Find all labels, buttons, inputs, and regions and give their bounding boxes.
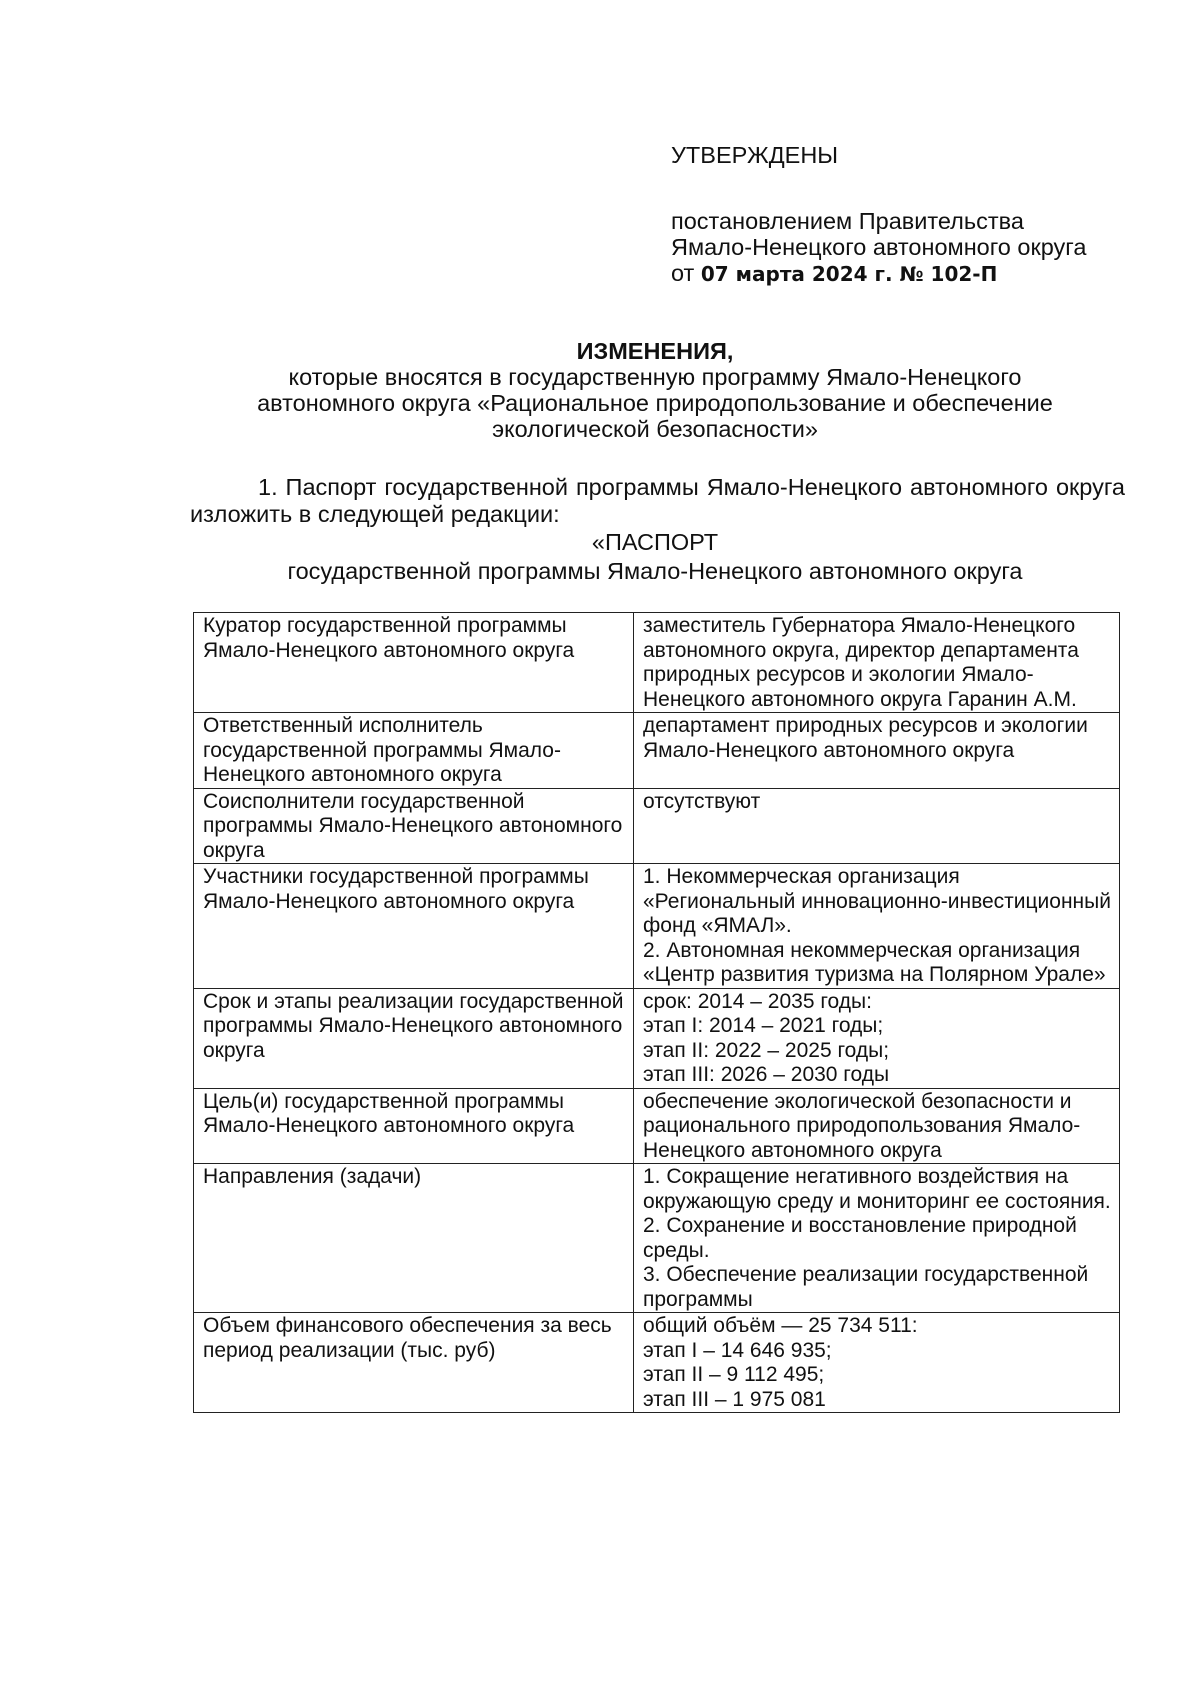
passport-subtitle: государственной программы Ямало-Ненецкого автономного округа <box>287 558 1023 584</box>
approval-date-number: 07 марта 2024 г. № 102-П <box>700 262 998 286</box>
passport-table <box>193 612 1120 1413</box>
document-subtitle-line-2: автономного округа «Рациональное природопользование и обеспечение <box>257 390 1053 416</box>
approval-date-line <box>671 260 1086 287</box>
row-value: общий объём — 25 734 511: этап I – 14 646 935; этап II – 9 112 495; этап III – 1 975 081 <box>634 1313 1120 1413</box>
document-subtitle-line-3: экологической безопасности» <box>492 416 818 442</box>
approval-date-prefix: от <box>671 260 695 286</box>
row-value: 1. Сокращение негативного воздействия на окружающую среду и мониторинг ее состояния. 2. Сохранение и восстановление природной среды. 3. Обеспечение реализации государственной программы <box>634 1164 1120 1313</box>
table-row <box>194 1164 1120 1313</box>
table-row <box>194 1088 1120 1164</box>
row-key: Ответственный исполнитель государственной программы Ямало-Ненецкого автономного округа <box>194 713 634 789</box>
table-row <box>194 788 1120 864</box>
row-key: Участники государственной программы Ямало-Ненецкого автономного округа <box>194 864 634 989</box>
passport-heading <box>190 528 1120 586</box>
body-paragraph: 1. Паспорт государственной программы Ямало-Ненецкого автономного округа изложить в следующей редакции: <box>190 474 1125 527</box>
row-value: 1. Некоммерческая организация «Региональный инновационно-инвестиционный фонд «ЯМАЛ». 2. Автономная некоммерческая организация «Центр развития туризма на Полярном Урале» <box>634 864 1120 989</box>
passport-title: «ПАСПОРТ <box>591 529 719 555</box>
row-value: обеспечение экологической безопасности и рационального природопользования Ямало-Ненецкого автономного округа <box>634 1088 1120 1164</box>
row-key: Куратор государственной программы Ямало-Ненецкого автономного округа <box>194 613 634 713</box>
approved-label: УТВЕРЖДЕНЫ <box>671 142 839 168</box>
document-heading <box>190 338 1120 442</box>
table-row <box>194 864 1120 989</box>
row-key: Соисполнители государственной программы Ямало-Ненецкого автономного округа <box>194 788 634 864</box>
row-key: Срок и этапы реализации государственной программы Ямало-Ненецкого автономного округа <box>194 988 634 1088</box>
row-value: срок: 2014 – 2035 годы: этап I: 2014 – 2021 годы; этап II: 2022 – 2025 годы; этап III: 2026 – 2030 годы <box>634 988 1120 1088</box>
row-key: Направления (задачи) <box>194 1164 634 1313</box>
row-key: Объем финансового обеспечения за весь период реализации (тыс. руб) <box>194 1313 634 1413</box>
table-row <box>194 988 1120 1088</box>
document-title: ИЗМЕНЕНИЯ, <box>576 338 734 364</box>
table-row <box>194 1313 1120 1413</box>
approval-line-2: Ямало-Ненецкого автономного округа <box>671 234 1087 260</box>
document-subtitle-line-1: которые вносятся в государственную программу Ямало-Ненецкого <box>288 364 1022 390</box>
approval-line-1: постановлением Правительства <box>671 208 1024 234</box>
row-value: департамент природных ресурсов и экологии Ямало-Ненецкого автономного округа <box>634 713 1120 789</box>
table-row <box>194 713 1120 789</box>
table-row <box>194 613 1120 713</box>
row-key: Цель(и) государственной программы Ямало-Ненецкого автономного округа <box>194 1088 634 1164</box>
row-value: заместитель Губернатора Ямало-Ненецкого автономного округа, директор департамента природных ресурсов и экологии Ямало-Ненецкого автономного округа Гаранин А.М. <box>634 613 1120 713</box>
row-value: отсутствуют <box>634 788 1120 864</box>
approval-stamp <box>671 142 1086 287</box>
